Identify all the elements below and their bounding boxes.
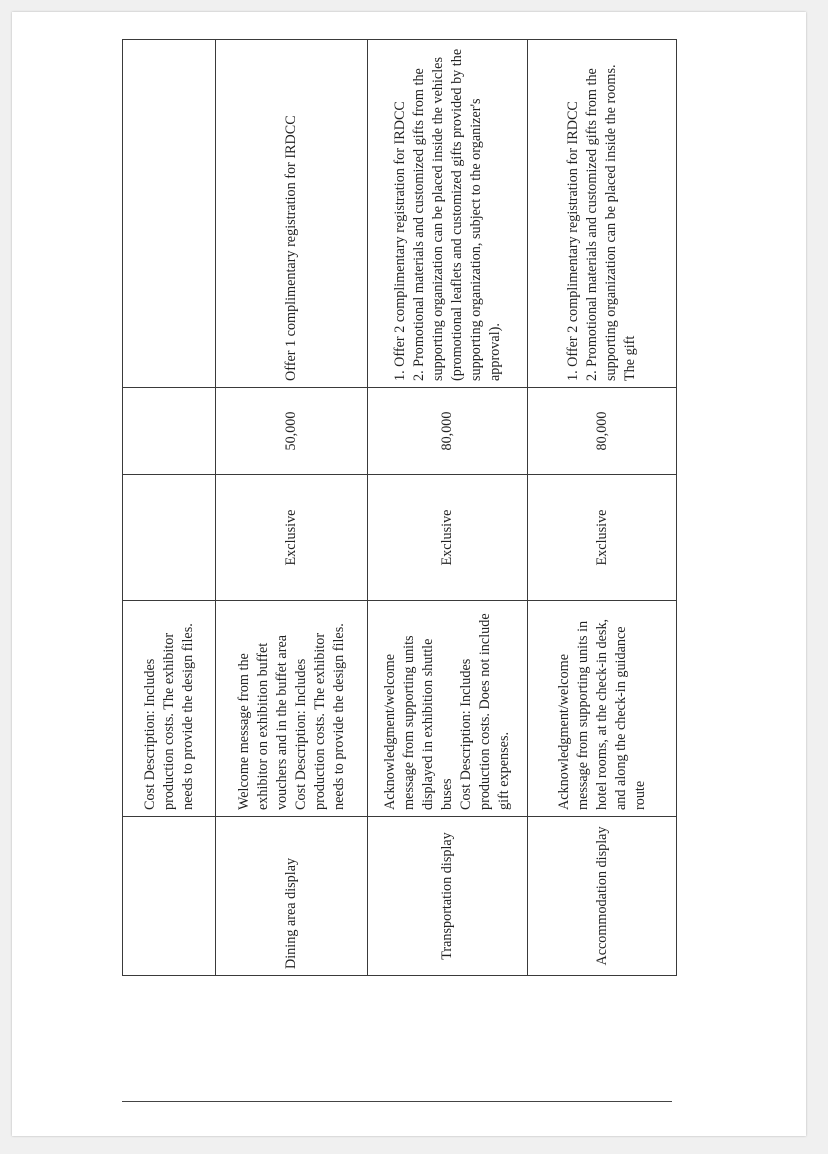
benefit-text: 2. Promotional materials and customized gifts from the supporting organization can be placed inside the vehicles (promotional leaflets and customized gifts provided by the supporting organization, subject to the organizer's approval). <box>410 48 503 381</box>
item-cell <box>123 817 216 976</box>
type-cell: Exclusive <box>216 475 368 601</box>
table-row <box>528 40 677 976</box>
benefits-cell <box>123 40 216 388</box>
benefit-text: Offer 1 complimentary registration for IRDCC <box>283 115 299 381</box>
benefit-text: 1. Offer 2 complimentary registration for IRDCC <box>391 101 408 381</box>
benefits-cell <box>368 40 528 388</box>
type-cell: Exclusive <box>528 475 677 601</box>
description-cell <box>368 601 528 817</box>
description-cell <box>123 601 216 817</box>
description-text: Acknowledgment/welcome message from supporting units in hotel rooms, at the check-in desk, and along the check-in guidance route <box>555 618 648 810</box>
description-cell <box>528 601 677 817</box>
description-cell <box>216 601 368 817</box>
item-cell: Accommodation display <box>528 817 677 976</box>
table-row <box>216 40 368 976</box>
price-cell: 80,000 <box>528 388 677 475</box>
cost-description-text: Cost Description: Includes production costs. Does not include gift expenses. <box>458 613 512 810</box>
table-row <box>123 40 216 976</box>
type-cell <box>123 475 216 601</box>
item-cell: Transportation display <box>368 817 528 976</box>
type-cell: Exclusive <box>368 475 528 601</box>
price-cell: 50,000 <box>216 388 368 475</box>
description-text: Welcome message from the exhibitor on exhibition buffet vouchers and in the buffet area <box>235 634 290 810</box>
cost-description-text: Cost Description: Includes production costs. The exhibitor needs to provide the design files. <box>292 623 347 810</box>
price-cell: 80,000 <box>368 388 528 475</box>
benefit-text: 1. Offer 2 complimentary registration for IRDCC <box>565 101 581 381</box>
item-cell: Dining area display <box>216 817 368 976</box>
table-row <box>368 40 528 976</box>
sponsorship-table <box>122 39 677 976</box>
rotated-table-container <box>122 40 676 976</box>
footer-rule <box>122 1101 672 1102</box>
description-text: Acknowledgment/welcome message from supporting units displayed in exhibition shuttle buses <box>382 635 455 810</box>
benefit-text: 2. Promotional materials and customized gifts from the supporting organization can be placed inside the rooms. The gift <box>584 64 638 381</box>
price-cell <box>123 388 216 475</box>
description-text: Cost Description: Includes production costs. The exhibitor needs to provide the design files. <box>141 623 196 810</box>
benefits-cell <box>216 40 368 388</box>
benefits-cell <box>528 40 677 388</box>
